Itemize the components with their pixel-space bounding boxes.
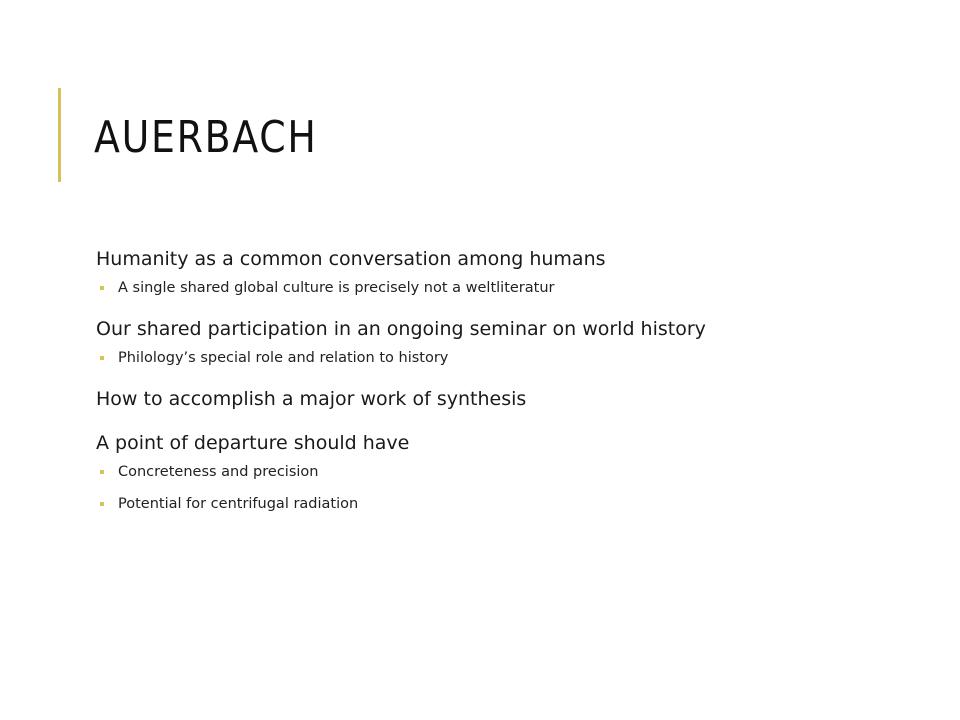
bullet-point-2: Our shared participation in an ongoing seminar on world history bbox=[96, 318, 706, 340]
slide-body bbox=[96, 246, 916, 514]
sub-bullet-text: Potential for centrifugal radiation bbox=[118, 496, 359, 512]
bullet-point-3: How to accomplish a major work of synthesis bbox=[96, 388, 527, 410]
bullet-point-1: Humanity as a common conversation among humans bbox=[96, 248, 606, 270]
bullet-point-4: A point of departure should have bbox=[96, 432, 410, 454]
title-accent-bar bbox=[58, 88, 61, 182]
sub-bullet-4-1 bbox=[100, 462, 916, 482]
bullet-marker-icon bbox=[100, 286, 104, 290]
sub-bullet-2-1 bbox=[100, 348, 916, 368]
bullet-marker-icon bbox=[100, 502, 104, 506]
sub-bullet-text: Concreteness and precision bbox=[118, 464, 319, 480]
sub-bullet-4-2 bbox=[100, 494, 916, 514]
slide-title: AUERBACH bbox=[94, 112, 318, 163]
bullet-marker-icon bbox=[100, 356, 104, 360]
sub-bullet-1-1 bbox=[100, 278, 916, 298]
bullet-marker-icon bbox=[100, 470, 104, 474]
sub-bullet-text: A single shared global culture is precisely not a weltliteratur bbox=[118, 280, 555, 296]
sub-bullet-text: Philology’s special role and relation to history bbox=[118, 350, 449, 366]
